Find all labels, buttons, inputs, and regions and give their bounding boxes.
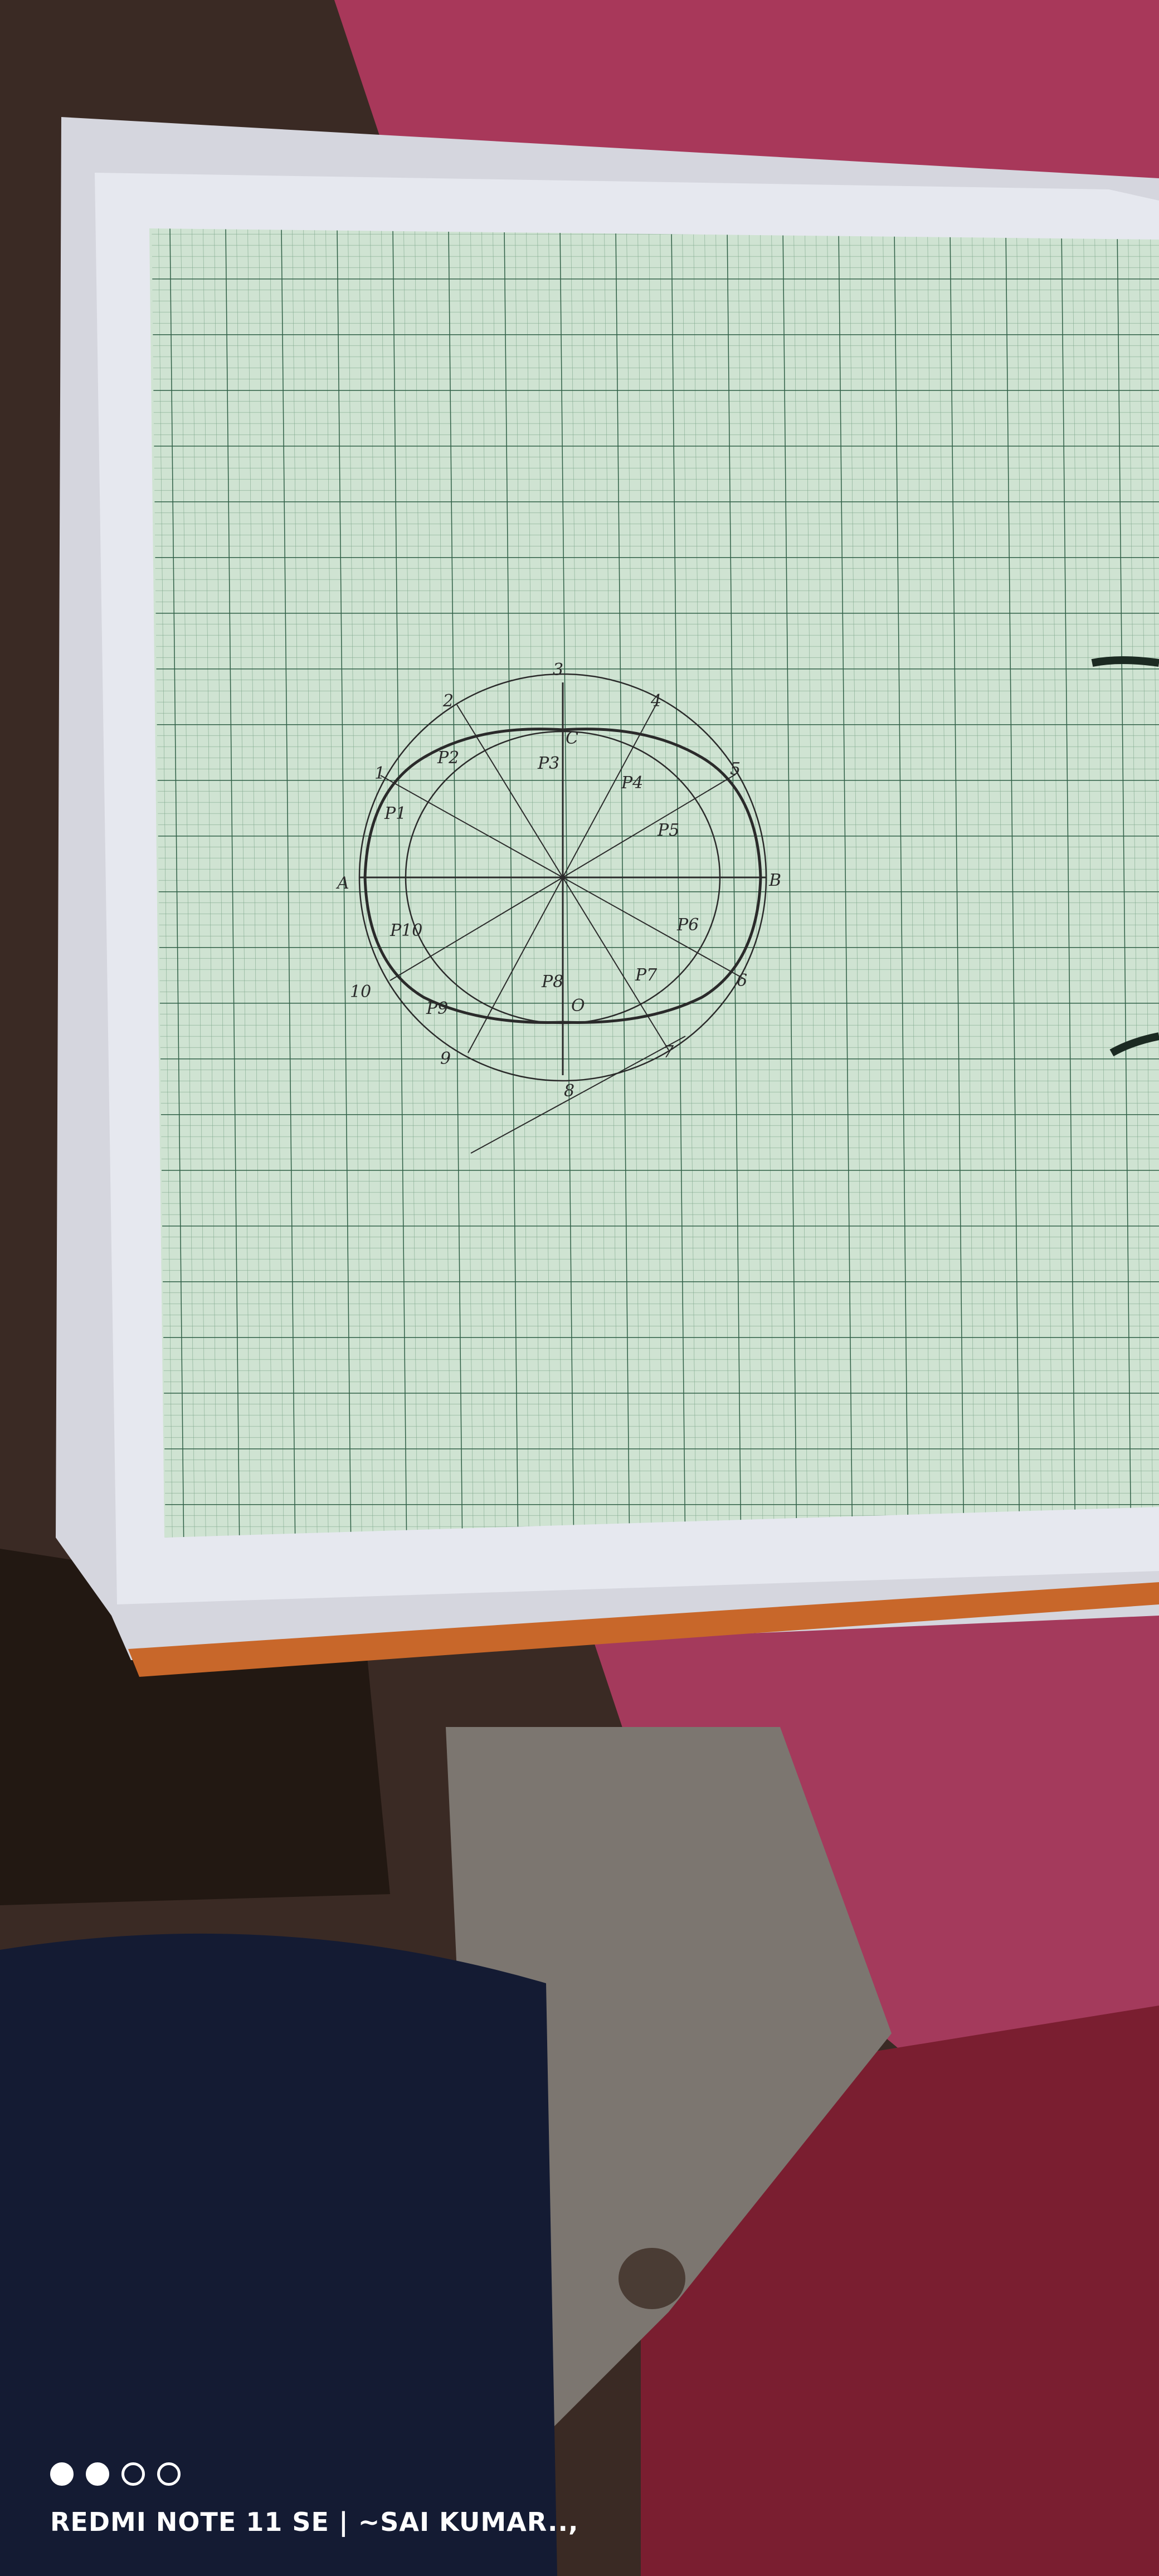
label-P8: P8 (542, 972, 564, 992)
label-P1: P1 (384, 804, 407, 823)
watermark-dot-1 (50, 2462, 74, 2486)
label-A: A (337, 874, 349, 893)
label-D: O (571, 996, 585, 1016)
label-B: B (769, 871, 782, 890)
label-P4: P4 (621, 773, 644, 793)
label-8: 8 (564, 1081, 575, 1101)
label-2: 2 (443, 691, 454, 711)
floor-bolt (619, 2248, 685, 2309)
watermark-dot-4 (157, 2462, 181, 2486)
binding-string-top (1092, 660, 1159, 663)
label-P2: P2 (437, 748, 460, 768)
label-P7: P7 (635, 965, 658, 985)
label-C: C (566, 729, 578, 748)
label-9: 9 (440, 1049, 451, 1069)
label-7: 7 (663, 1042, 674, 1062)
watermark-dot-3 (121, 2462, 145, 2486)
label-P5: P5 (658, 821, 680, 840)
label-P6: P6 (677, 915, 699, 935)
label-5: 5 (730, 759, 741, 779)
label-P9: P9 (426, 999, 449, 1018)
watermark-dots (50, 2462, 181, 2486)
label-4: 4 (651, 691, 662, 711)
label-6: 6 (737, 971, 748, 991)
label-3: 3 (553, 660, 564, 680)
label-10: 10 (350, 982, 372, 1002)
watermark-dot-2 (86, 2462, 109, 2486)
label-1: 1 (374, 764, 386, 783)
graph-grid (152, 228, 1159, 1543)
label-P10: P10 (390, 921, 423, 940)
camera-watermark: REDMI NOTE 11 SE | ~SAI KUMAR.., (50, 2507, 579, 2537)
label-P3: P3 (538, 754, 560, 773)
